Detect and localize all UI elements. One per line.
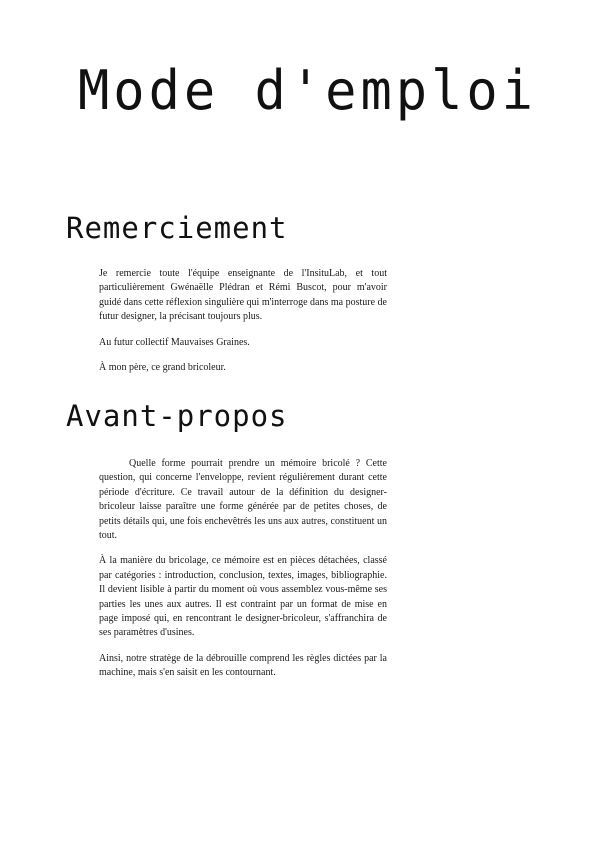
paragraph: À la manière du bricolage, ce mémoire est en pièces détachées, classé par catégories : introduction, conclusion, textes, images, bibliographie. Il devient lisible à partir du moment où vous assemblez vous-même ses parties les unes aux autres. Il est contraint par un format de mise en page imposé qui, en rencontrant le designer-bricoleur, s'affranchira de ses paramètres d'usines. bbox=[99, 555, 387, 639]
paragraph: Au futur collectif Mauvaises Graines. bbox=[99, 336, 250, 348]
paragraph: Je remercie toute l'équipe enseignante de l'InsituLab, et tout particulièrement Gwénaëlle Plédran et Rémi Buscot, pour m'avoir guidé dans cette réflexion singulière qui m'interroge dans ma posture de futur designer, la précisant toujours plus. bbox=[99, 268, 387, 323]
page-title: Mode d'emploi bbox=[78, 59, 537, 123]
paragraph: À mon père, ce grand bricoleur. bbox=[99, 362, 226, 374]
section-heading-remerciement: Remerciement bbox=[66, 211, 288, 245]
section-body-remerciement bbox=[99, 267, 387, 386]
paragraph: Ainsi, notre stratège de la débrouille comprend les règles dictées par la machine, mais s'en saisit en les contournant. bbox=[99, 652, 387, 679]
section-body-avant-propos bbox=[99, 457, 387, 692]
section-heading-avant-propos: Avant-propos bbox=[66, 399, 288, 433]
paragraph: Quelle forme pourrait prendre un mémoire bricolé ? Cette question, qui concerne l'enveloppe, revient régulièrement durant cette période d'écriture. Ce travail autour de la définition du designer-bricoleur laisse paraître une forme générée par de petites choses, de petits détails qui, une fois enchevêtrés les uns aux autres, constituent un tout. bbox=[99, 458, 387, 542]
